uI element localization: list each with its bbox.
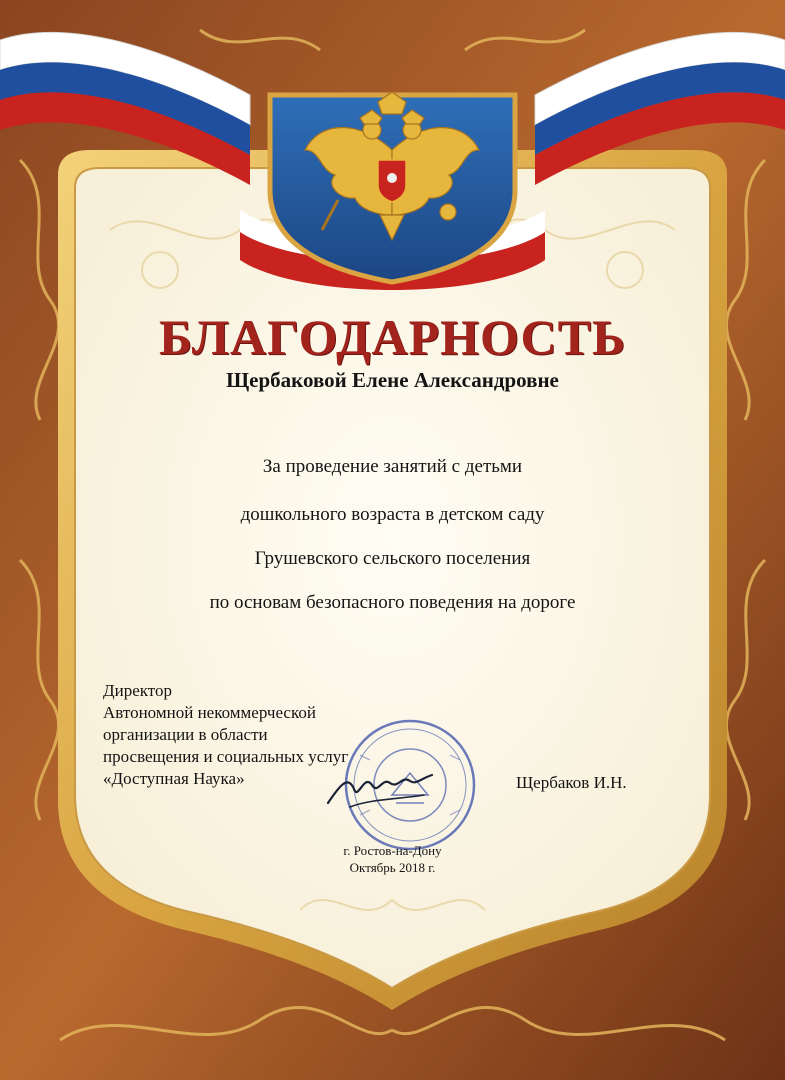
recipient-name: Щербаковой Елене Александровне xyxy=(226,368,559,392)
reason-line-1: За проведение занятий с детьми xyxy=(262,456,523,477)
reason-line-3: Грушевского сельского поселения xyxy=(254,548,531,569)
signatory-line-2: Автономной некоммерческой xyxy=(103,703,316,722)
signatory-name: Щербаков И.Н. xyxy=(516,773,627,792)
signatory-line-1: Директор xyxy=(103,681,172,700)
signatory-line-3: организации в области xyxy=(103,725,268,744)
signatory-block xyxy=(103,680,348,790)
issue-date: Октябрь 2018 г. xyxy=(349,860,436,875)
certificate-title: БЛАГОДАРНОСТЬ xyxy=(158,309,627,365)
double-headed-eagle-emblem xyxy=(270,92,515,282)
signatory-line-4: просвещения и социальных услуг xyxy=(103,747,349,766)
reason-line-2: дошкольного возраста в детском саду xyxy=(240,504,545,525)
reason-line-4: по основам безопасного поведения на дороге xyxy=(209,592,576,613)
signatory-line-5: «Доступная Наука» xyxy=(103,769,245,788)
issue-place: г. Ростов-на-Дону xyxy=(343,843,442,858)
